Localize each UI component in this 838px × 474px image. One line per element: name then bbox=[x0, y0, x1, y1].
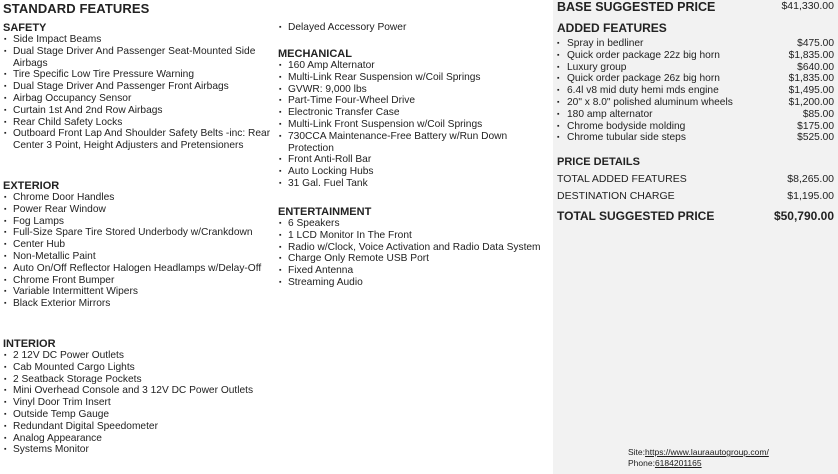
feature-item: ▪ Full-Size Spare Tire Stored Underbody w/Crankdown bbox=[3, 227, 273, 239]
added-feature-price: $175.00 bbox=[797, 120, 834, 132]
feature-item: ▪ Delayed Accessory Power bbox=[278, 22, 543, 34]
feature-item: ▪ Multi-Link Rear Suspension w/Coil Springs bbox=[278, 72, 543, 84]
added-feature-row bbox=[557, 50, 834, 62]
feature-item: ▪ 1 LCD Monitor In The Front bbox=[278, 230, 543, 242]
section-heading: MECHANICAL bbox=[278, 48, 352, 60]
added-feature-name: ▪ Luxury group bbox=[557, 62, 626, 74]
feature-item: ▪ Curtain 1st And 2nd Row Airbags bbox=[3, 105, 273, 117]
feature-list bbox=[278, 218, 543, 289]
added-feature-name: ▪ Chrome tubular side steps bbox=[557, 132, 686, 144]
added-feature-name: ▪ Quick order package 26z big horn bbox=[557, 73, 720, 85]
added-feature-name: ▪ 20" x 8.0" polished aluminum wheels bbox=[557, 97, 733, 109]
added-feature-price: $475.00 bbox=[797, 38, 834, 49]
feature-item: ▪ Non-Metallic Paint bbox=[3, 251, 273, 263]
feature-item: ▪ Electronic Transfer Case bbox=[278, 107, 543, 119]
feature-item: ▪ Black Exterior Mirrors bbox=[3, 298, 273, 310]
added-feature-price: $1,835.00 bbox=[788, 49, 834, 61]
feature-item: ▪ Variable Intermittent Wipers bbox=[3, 286, 273, 298]
feature-item: ▪ Outside Temp Gauge bbox=[3, 409, 273, 421]
added-feature-row bbox=[557, 97, 834, 109]
feature-item: ▪ Charge Only Remote USB Port bbox=[278, 253, 543, 265]
feature-item: ▪ Airbag Occupancy Sensor bbox=[3, 93, 273, 105]
site-line bbox=[628, 447, 769, 458]
total-price-value: $50,790.00 bbox=[773, 209, 834, 223]
feature-item: ▪ 730CCA Maintenance-Free Battery w/Run Down Protection bbox=[278, 131, 543, 155]
misc-section bbox=[278, 22, 543, 34]
feature-item: ▪ Power Rear Window bbox=[3, 204, 273, 216]
site-label: Site: bbox=[628, 447, 646, 457]
standard-features-panel bbox=[3, 0, 548, 474]
feature-item: ▪ Cab Mounted Cargo Lights bbox=[3, 362, 273, 374]
total-price-label: TOTAL SUGGESTED PRICE bbox=[557, 209, 715, 223]
dealer-contact bbox=[628, 447, 769, 469]
base-price-value: $41,330.00 bbox=[781, 0, 834, 12]
page-title: STANDARD FEATURES bbox=[3, 1, 150, 16]
feature-item: ▪ 160 Amp Alternator bbox=[278, 60, 543, 72]
total-price-row bbox=[557, 209, 834, 225]
pricing-panel bbox=[553, 0, 838, 474]
feature-item: ▪ Analog Appearance bbox=[3, 433, 273, 445]
feature-item: ▪ Vinyl Door Trim Insert bbox=[3, 397, 273, 409]
added-feature-row bbox=[557, 73, 834, 85]
feature-item: ▪ Streaming Audio bbox=[278, 277, 543, 289]
feature-item: ▪ Fog Lamps bbox=[3, 216, 273, 228]
total-added-label: TOTAL ADDED FEATURES bbox=[557, 173, 687, 185]
added-feature-row bbox=[557, 38, 834, 50]
section-heading: SAFETY bbox=[3, 22, 47, 34]
added-feature-row bbox=[557, 62, 834, 74]
feature-item: ▪ Chrome Door Handles bbox=[3, 192, 273, 204]
total-added-value: $8,265.00 bbox=[787, 173, 834, 185]
added-feature-name: ▪ 6.4l v8 mid duty hemi mds engine bbox=[557, 85, 719, 97]
phone-line bbox=[628, 458, 769, 469]
destination-value: $1,195.00 bbox=[787, 190, 834, 202]
entertainment-section bbox=[278, 206, 543, 289]
feature-item: ▪ Part-Time Four-Wheel Drive bbox=[278, 95, 543, 107]
exterior-section bbox=[3, 180, 273, 310]
added-feature-row bbox=[557, 121, 834, 133]
feature-item: ▪ 6 Speakers bbox=[278, 218, 543, 230]
feature-list bbox=[278, 60, 543, 190]
added-feature-price: $85.00 bbox=[802, 108, 834, 120]
feature-item: ▪ Mini Overhead Console and 3 12V DC Power Outlets bbox=[3, 385, 273, 397]
phone-label: Phone: bbox=[628, 458, 655, 468]
feature-item: ▪ GVWR: 9,000 lbs bbox=[278, 84, 543, 96]
interior-section bbox=[3, 338, 273, 456]
added-feature-price: $1,495.00 bbox=[788, 85, 834, 97]
feature-item: ▪ Redundant Digital Speedometer bbox=[3, 421, 273, 433]
feature-item: ▪ Auto Locking Hubs bbox=[278, 166, 543, 178]
feature-list bbox=[3, 34, 273, 152]
added-feature-name: ▪ Quick order package 22z big horn bbox=[557, 50, 720, 62]
feature-item: ▪ Side Impact Beams bbox=[3, 34, 273, 46]
feature-item: ▪ Dual Stage Driver And Passenger Front Airbags bbox=[3, 81, 273, 93]
feature-list bbox=[3, 350, 273, 456]
feature-item: ▪ Systems Monitor bbox=[3, 444, 273, 456]
feature-list bbox=[278, 22, 543, 34]
added-feature-price: $640.00 bbox=[797, 61, 834, 73]
section-heading: EXTERIOR bbox=[3, 180, 60, 192]
feature-item: ▪ Auto On/Off Reflector Halogen Headlamps w/Delay-Off bbox=[3, 263, 273, 275]
price-details-heading: PRICE DETAILS bbox=[557, 156, 640, 168]
added-feature-price: $1,200.00 bbox=[788, 96, 834, 108]
added-feature-row bbox=[557, 85, 834, 97]
base-price-label: BASE SUGGESTED PRICE bbox=[557, 0, 716, 14]
phone-link[interactable]: 6184201165 bbox=[654, 458, 702, 468]
feature-item: ▪ Front Anti-Roll Bar bbox=[278, 154, 543, 166]
section-heading: INTERIOR bbox=[3, 338, 56, 350]
added-feature-name: ▪ Chrome bodyside molding bbox=[557, 121, 685, 133]
total-added-row bbox=[557, 173, 834, 187]
mechanical-section bbox=[278, 48, 543, 190]
destination-row bbox=[557, 190, 834, 204]
added-feature-price: $525.00 bbox=[797, 132, 834, 144]
feature-item: ▪ Tire Specific Low Tire Pressure Warning bbox=[3, 69, 273, 81]
feature-item: ▪ 2 Seatback Storage Pockets bbox=[3, 374, 273, 386]
feature-item: ▪ Rear Child Safety Locks bbox=[3, 117, 273, 129]
added-feature-name: ▪ Spray in bedliner bbox=[557, 38, 643, 50]
added-feature-price: $1,835.00 bbox=[788, 73, 834, 85]
base-price-row bbox=[557, 0, 834, 14]
destination-label: DESTINATION CHARGE bbox=[557, 190, 675, 202]
feature-item: ▪ Fixed Antenna bbox=[278, 265, 543, 277]
feature-item: ▪ Dual Stage Driver And Passenger Seat-Mounted Side Airbags bbox=[3, 46, 273, 70]
feature-item: ▪ Center Hub bbox=[3, 239, 273, 251]
feature-list bbox=[3, 192, 273, 310]
added-feature-name: ▪ 180 amp alternator bbox=[557, 109, 653, 121]
feature-item: ▪ Radio w/Clock, Voice Activation and Radio Data System bbox=[278, 242, 543, 254]
feature-item: ▪ Chrome Front Bumper bbox=[3, 275, 273, 287]
added-features-list bbox=[557, 38, 834, 144]
safety-section bbox=[3, 22, 273, 152]
feature-item: ▪ 2 12V DC Power Outlets bbox=[3, 350, 273, 362]
section-heading: ENTERTAINMENT bbox=[278, 206, 372, 218]
feature-item: ▪ Multi-Link Front Suspension w/Coil Springs bbox=[278, 119, 543, 131]
added-feature-row bbox=[557, 132, 834, 144]
site-link[interactable]: https://www.lauraautogroup.com/ bbox=[645, 447, 769, 457]
added-feature-row bbox=[557, 109, 834, 121]
added-features-heading: ADDED FEATURES bbox=[557, 21, 667, 35]
feature-item: ▪ 31 Gal. Fuel Tank bbox=[278, 178, 543, 190]
feature-item: ▪ Outboard Front Lap And Shoulder Safety Belts -inc: Rear Center 3 Point, Height Adjusters and Pretensioners bbox=[3, 128, 273, 152]
